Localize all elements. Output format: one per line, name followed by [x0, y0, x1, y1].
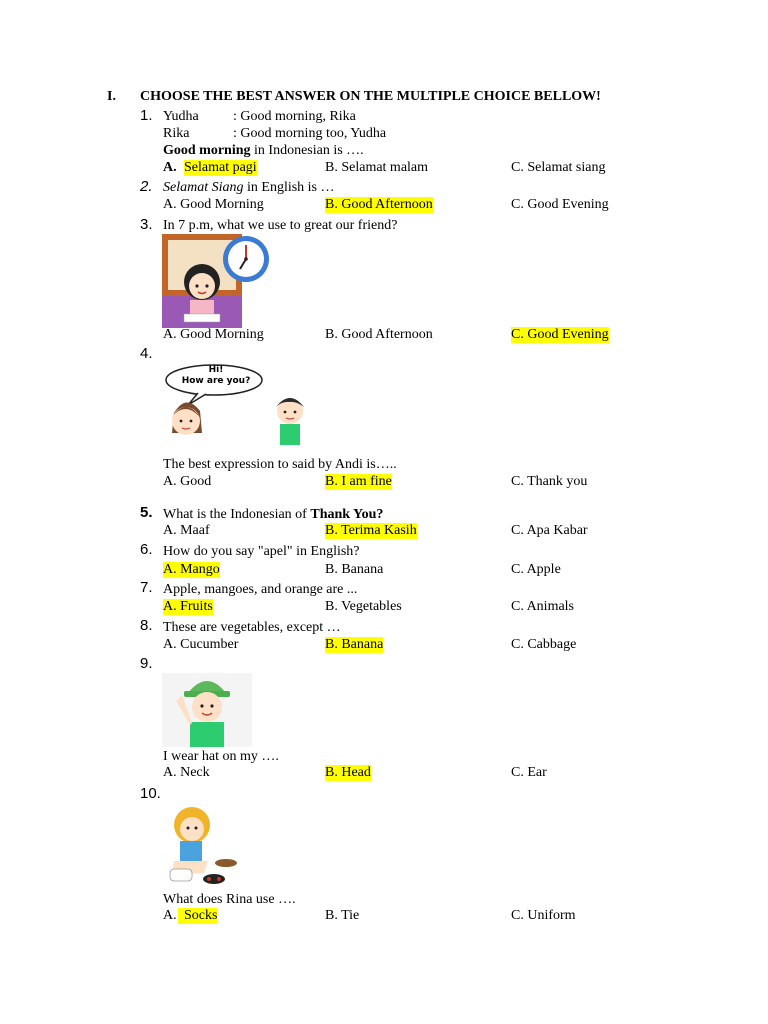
option-c-answer: C. Good Evening — [511, 327, 609, 342]
question-prompt-5: What is the Indonesian of Thank You? — [163, 507, 384, 522]
question-prompt-4: The best expression to said by Andi is….. — [163, 457, 397, 472]
question-prompt-9: I wear hat on my …. — [163, 749, 279, 764]
question-prompt-7: Apple, mangoes, and orange are ... — [163, 582, 358, 597]
question-prompt-3: In 7 p.m, what we use to great our friend? — [163, 218, 398, 233]
option-c: C. Ear — [511, 765, 547, 780]
option-a-answer: Socks — [178, 908, 217, 924]
option-b: B. Tie — [325, 908, 360, 923]
option-b-answer: B. Terima Kasih — [325, 523, 417, 538]
option-b: B. Good Afternoon — [325, 327, 433, 342]
greeting-conversation-illustration — [162, 363, 314, 445]
option-a-answer: Selamat pagi — [184, 160, 257, 175]
girl-wearing-socks-illustration — [164, 803, 240, 887]
clock-icon — [223, 236, 269, 282]
question-number-8: 8. — [140, 617, 153, 634]
dialogue-line-1: : Good morning, Rika — [233, 109, 356, 124]
option-a-answer: A. Fruits — [163, 599, 213, 614]
option-a: A. Good Morning — [163, 197, 264, 212]
question-prompt-2: Selamat Siang in English is … — [163, 180, 335, 195]
option-letter-a: A. — [163, 908, 177, 923]
question-number-2: 2. — [140, 178, 153, 195]
option-letter-a: A. — [163, 160, 177, 175]
option-a: A. Cucumber — [163, 637, 239, 652]
option-c: C. Thank you — [511, 474, 588, 489]
speech-bubble-line-1: Hi! — [208, 365, 224, 375]
question-number-9: 9. — [140, 655, 153, 672]
option-a-answer: A. Mango — [163, 562, 220, 577]
section-title: CHOOSE THE BEST ANSWER ON THE MULTIPLE CHOICE BELLOW! — [140, 89, 601, 104]
option-c: C. Selamat siang — [511, 160, 606, 175]
question-prompt-8: These are vegetables, except … — [163, 620, 341, 635]
option-c: C. Apple — [511, 562, 561, 577]
option-b-answer: B. Good Afternoon — [325, 197, 433, 212]
option-a: A. Neck — [163, 765, 210, 780]
option-b-answer: B. Banana — [325, 637, 384, 652]
option-b: B. Selamat malam — [325, 160, 429, 175]
section-number: I. — [107, 89, 116, 104]
girl-with-clock-illustration — [162, 234, 272, 328]
option-b-answer: B. I am fine — [325, 474, 392, 489]
dialogue-speaker-1: Yudha — [163, 109, 199, 124]
question-prompt-10: What does Rina use …. — [163, 892, 296, 907]
question-number-5: 5. — [140, 504, 153, 521]
option-c: C. Uniform — [511, 908, 576, 923]
option-c: C. Good Evening — [511, 197, 609, 212]
option-a: A. Good — [163, 474, 212, 489]
question-number-6: 6. — [140, 541, 153, 558]
speech-bubble-line-2: How are you? — [181, 376, 251, 386]
option-b-answer: B. Head — [325, 765, 371, 780]
dialogue-line-2: : Good morning too, Yudha — [233, 126, 387, 141]
question-number-1: 1. — [140, 107, 153, 124]
option-c: C. Animals — [511, 599, 575, 614]
question-number-7: 7. — [140, 579, 153, 596]
option-b: B. Vegetables — [325, 599, 402, 614]
question-prompt-6: How do you say "apel" in English? — [163, 544, 360, 559]
option-a: A. Good Morning — [163, 327, 264, 342]
question-prompt-1: Good morning in Indonesian is …. — [163, 143, 364, 158]
question-number-3: 3. — [140, 216, 153, 233]
option-b: B. Banana — [325, 562, 384, 577]
option-c: C. Apa Kabar — [511, 523, 588, 538]
boy-with-hat-illustration — [162, 673, 252, 747]
question-number-4: 4. — [140, 345, 153, 362]
dialogue-speaker-2: Rika — [163, 126, 190, 141]
question-number-10: 10. — [140, 785, 161, 802]
option-c: C. Cabbage — [511, 637, 577, 652]
option-a: A. Maaf — [163, 523, 210, 538]
